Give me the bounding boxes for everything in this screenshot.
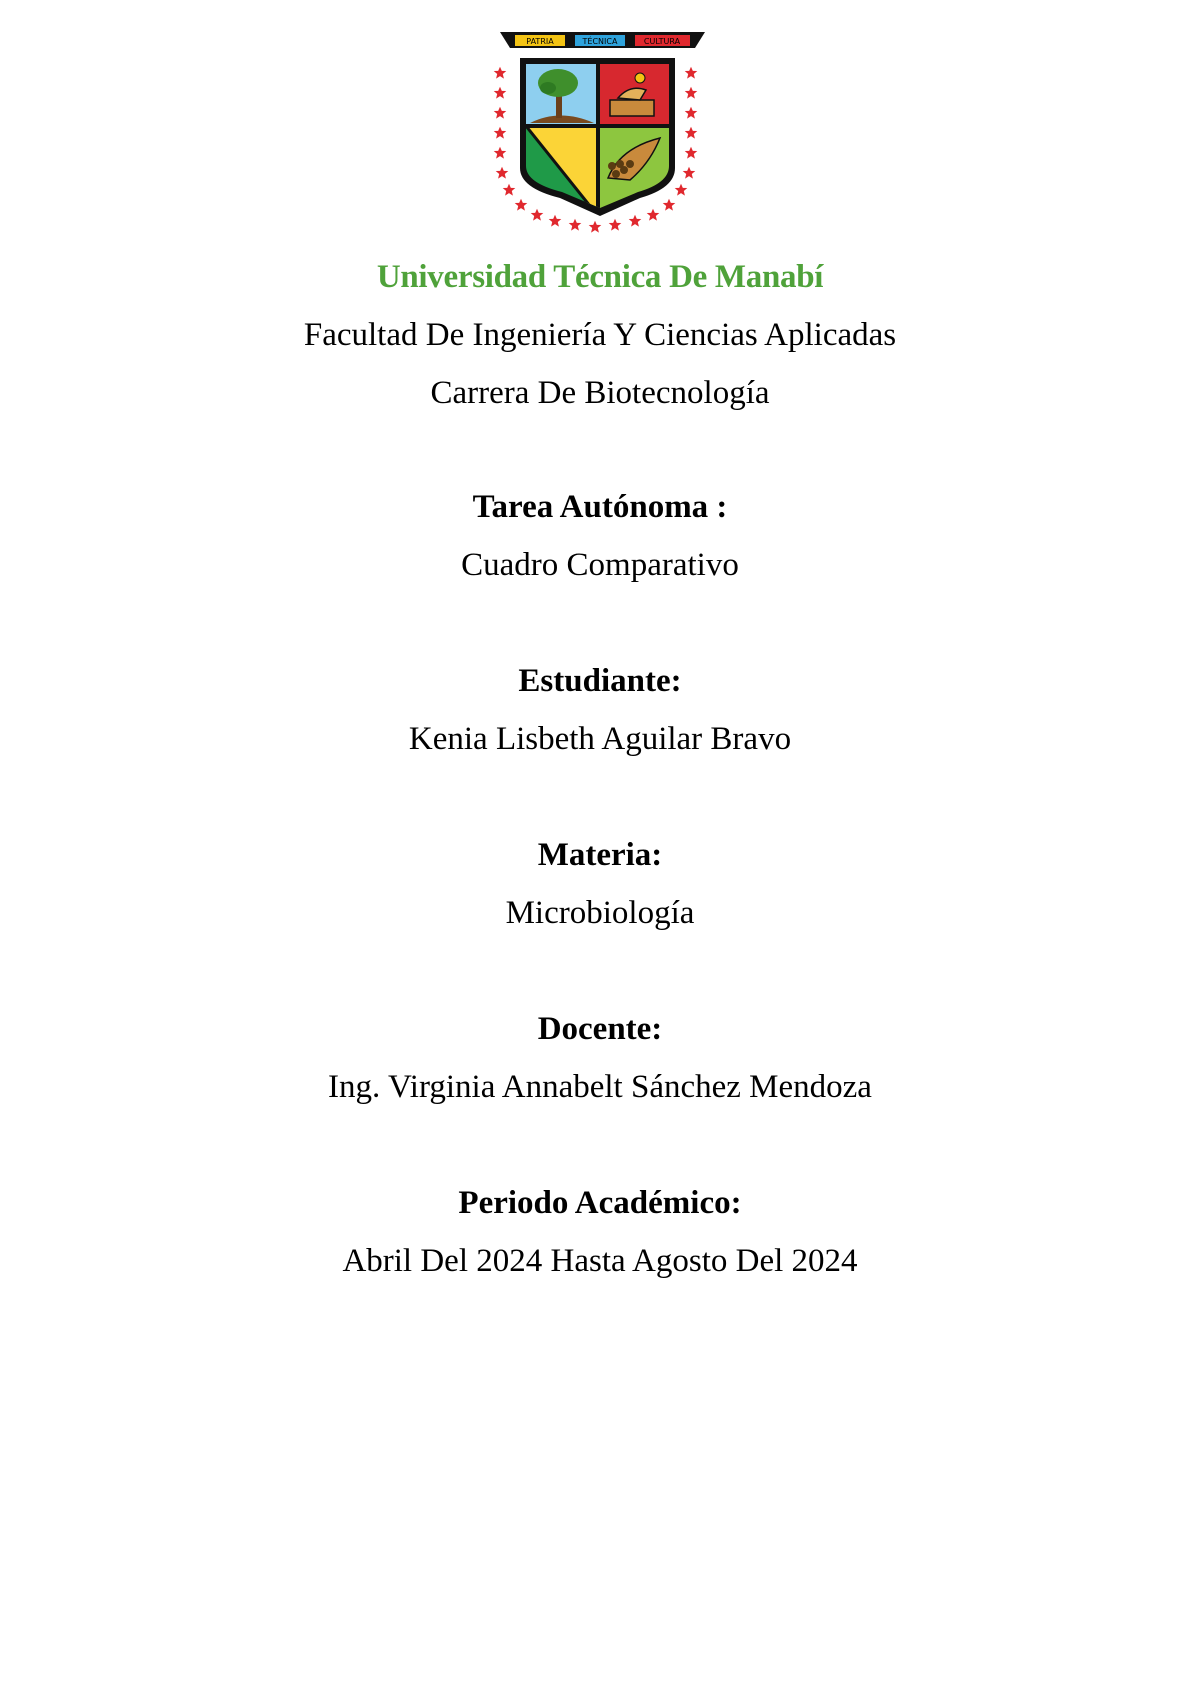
teacher-label: Docente: bbox=[537, 1011, 663, 1047]
teacher-value: Ing. Virginia Annabelt Sánchez Mendoza bbox=[328, 1069, 872, 1105]
svg-text:TÉCNICA: TÉCNICA bbox=[582, 37, 618, 46]
student-label: Estudiante: bbox=[518, 663, 682, 699]
faculty-name: Facultad De Ingeniería Y Ciencias Aplicadas bbox=[303, 317, 897, 353]
task-label: Tarea Autónoma : bbox=[472, 489, 728, 525]
period-value: Abril Del 2024 Hasta Agosto Del 2024 bbox=[342, 1243, 858, 1279]
student-value: Kenia Lisbeth Aguilar Bravo bbox=[408, 721, 792, 757]
subject-value: Microbiología bbox=[505, 895, 695, 931]
task-value: Cuadro Comparativo bbox=[461, 547, 739, 583]
period-label: Periodo Académico: bbox=[458, 1185, 742, 1221]
svg-text:CULTURA: CULTURA bbox=[643, 37, 681, 46]
career-name: Carrera De Biotecnología bbox=[430, 375, 770, 411]
university-crest-logo bbox=[490, 28, 715, 250]
subject-label: Materia: bbox=[537, 837, 663, 873]
svg-text:PATRIA: PATRIA bbox=[526, 37, 554, 46]
university-name: Universidad Técnica De Manabí bbox=[376, 259, 824, 295]
